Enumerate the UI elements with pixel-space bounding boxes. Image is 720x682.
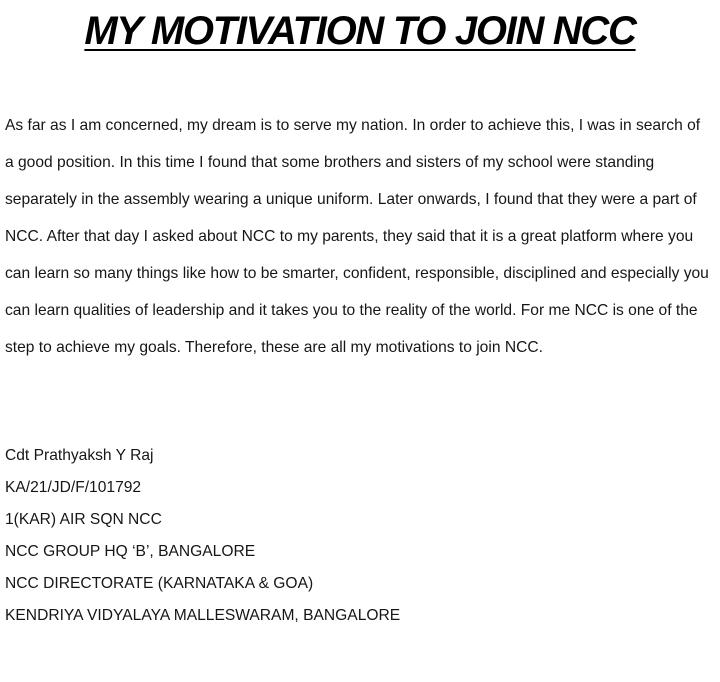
page-title: [0, 6, 720, 56]
page-title-text: MY MOTIVATION TO JOIN NCC: [84, 9, 636, 53]
group-hq: NCC GROUP HQ ‘B’, BANGALORE: [5, 543, 256, 560]
body-paragraph: As far as I am concerned, my dream is to serve my nation. In order to achieve this, I was in search of a good position. In this time I found that some brothers and sisters of my school were standing separately in the assembly wearing a unique uniform. Later onwards, I found that they were a part of NCC. After that day I asked about NCC to my parents, they said that it is a great platform where you can learn so many things like how to be smarter, confident, responsible, disciplined and especially you can learn qualities of leadership and it takes you to the reality of the world. For me NCC is one of the step to achieve my goals. Therefore, these are all my motivations to join NCC.: [5, 117, 709, 356]
unit-name: 1(KAR) AIR SQN NCC: [5, 511, 162, 528]
directorate: NCC DIRECTORATE (KARNATAKA & GOA): [5, 575, 314, 592]
school-name: KENDRIYA VIDYALAYA MALLESWARAM, BANGALORE: [5, 607, 401, 624]
signature-block: [5, 440, 605, 632]
cadet-name: Cdt Prathyaksh Y Raj: [5, 447, 154, 464]
regimental-number: KA/21/JD/F/101792: [5, 479, 142, 496]
